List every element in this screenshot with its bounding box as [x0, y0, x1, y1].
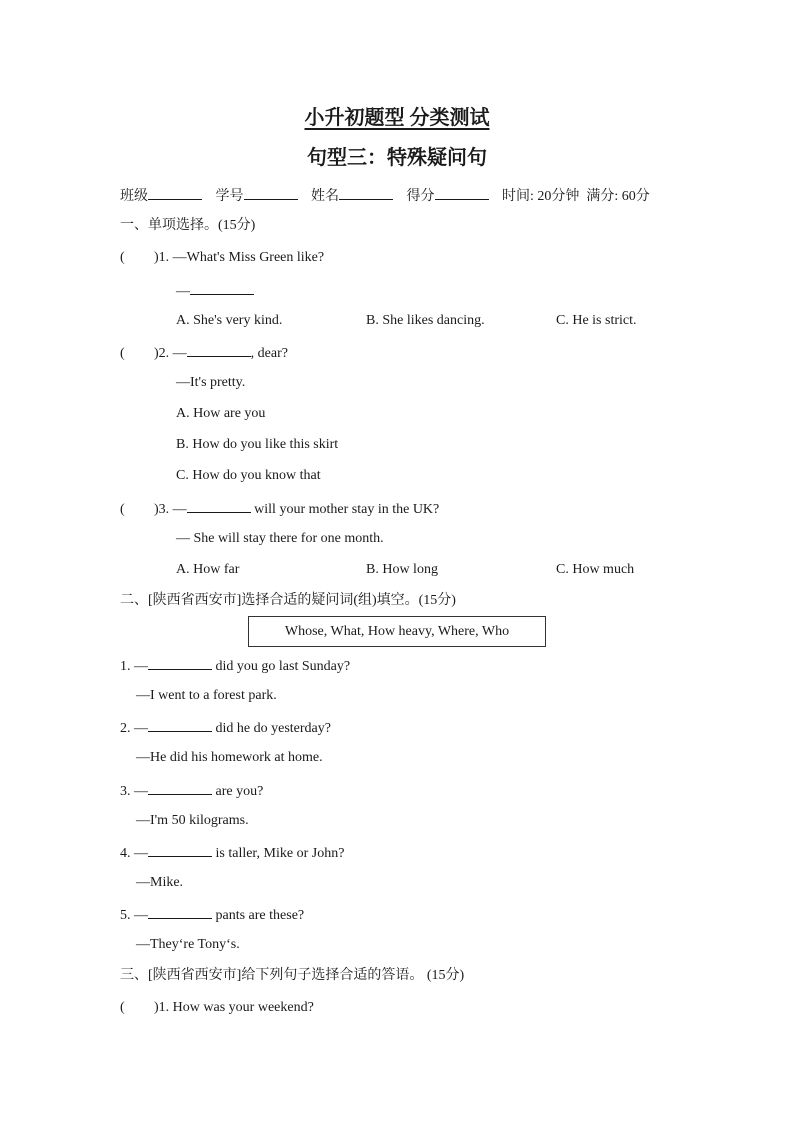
- s1-q2-reply: —It's pretty.: [176, 375, 246, 390]
- s1-q1-reply: —: [176, 281, 254, 301]
- number-label: 学号: [215, 189, 244, 204]
- question-blank[interactable]: [187, 343, 251, 357]
- s2-item-5-answer: —They‘re Tony‘s.: [136, 937, 240, 952]
- score-label: 得分: [406, 189, 435, 204]
- time-text: 时间: 20分钟: [502, 189, 580, 204]
- fill-blank[interactable]: [148, 656, 212, 670]
- class-label: 班级: [120, 189, 148, 204]
- s1-q3-option-c: C. How much: [556, 562, 635, 577]
- s2-item-3: 3. — are you?: [120, 781, 263, 801]
- name-label: 姓名: [311, 189, 339, 204]
- answer-paren[interactable]: (: [120, 502, 125, 517]
- s1-q2-option-b: B. How do you like this skirt: [176, 437, 339, 452]
- fill-blank[interactable]: [148, 781, 212, 795]
- s2-item-4: 4. — is taller, Mike or John?: [120, 843, 344, 863]
- answer-paren[interactable]: (: [120, 1000, 125, 1015]
- s1-q3-option-b: B. How long: [366, 562, 438, 577]
- question-blank[interactable]: [187, 499, 251, 513]
- s1-question-2: ( )2. — , dear?: [120, 343, 288, 363]
- score-blank[interactable]: [435, 186, 489, 200]
- class-blank[interactable]: [148, 186, 202, 200]
- s2-item-1: 1. — did you go last Sunday?: [120, 656, 350, 676]
- section2-heading: 二、[陕西省西安市]选择合适的疑问词(组)填空。(15分): [120, 593, 456, 608]
- s1-q1-option-a: A. She's very kind.: [176, 313, 283, 328]
- answer-paren[interactable]: (: [120, 346, 125, 361]
- s2-item-1-answer: —I went to a forest park.: [136, 688, 277, 703]
- number-blank[interactable]: [244, 186, 298, 200]
- word-bank-box: Whose, What, How heavy, Where, Who: [248, 616, 546, 647]
- fill-blank[interactable]: [148, 843, 212, 857]
- s1-q1-option-b: B. She likes dancing.: [366, 313, 485, 328]
- page-subtitle: 句型三：特殊疑问句: [307, 147, 487, 169]
- s2-item-2-answer: —He did his homework at home.: [136, 750, 323, 765]
- section3-heading: 三、[陕西省西安市]给下列句子选择合适的答语。 (15分): [120, 968, 465, 983]
- s1-q3-reply: — She will stay there for one month.: [176, 531, 384, 546]
- reply-blank[interactable]: [190, 281, 254, 295]
- name-blank[interactable]: [339, 186, 393, 200]
- fill-blank[interactable]: [148, 718, 212, 732]
- s2-item-3-answer: —I'm 50 kilograms.: [136, 813, 249, 828]
- s3-question-1: ( )1. How was your weekend?: [120, 1000, 314, 1015]
- s1-question-3: ( )3. — will your mother stay in the UK?: [120, 499, 439, 519]
- s1-q2-option-a: A. How are you: [176, 406, 266, 421]
- s1-q3-option-a: A. How far: [176, 562, 240, 577]
- full-score-text: 满分: 60分: [586, 189, 650, 204]
- s2-item-5: 5. — pants are these?: [120, 905, 304, 925]
- s1-question-1: ( )1. —What's Miss Green like?: [120, 250, 325, 265]
- s1-q1-option-c: C. He is strict.: [556, 313, 637, 328]
- s2-item-2: 2. — did he do yesterday?: [120, 718, 331, 738]
- info-line: [120, 186, 650, 206]
- section1-heading: 一、单项选择。(15分): [120, 218, 256, 233]
- page-title: 小升初题型 分类测试: [304, 107, 490, 129]
- fill-blank[interactable]: [148, 905, 212, 919]
- answer-paren[interactable]: (: [120, 250, 125, 265]
- s1-q2-option-c: C. How do you know that: [176, 468, 321, 483]
- s2-item-4-answer: —Mike.: [136, 875, 184, 890]
